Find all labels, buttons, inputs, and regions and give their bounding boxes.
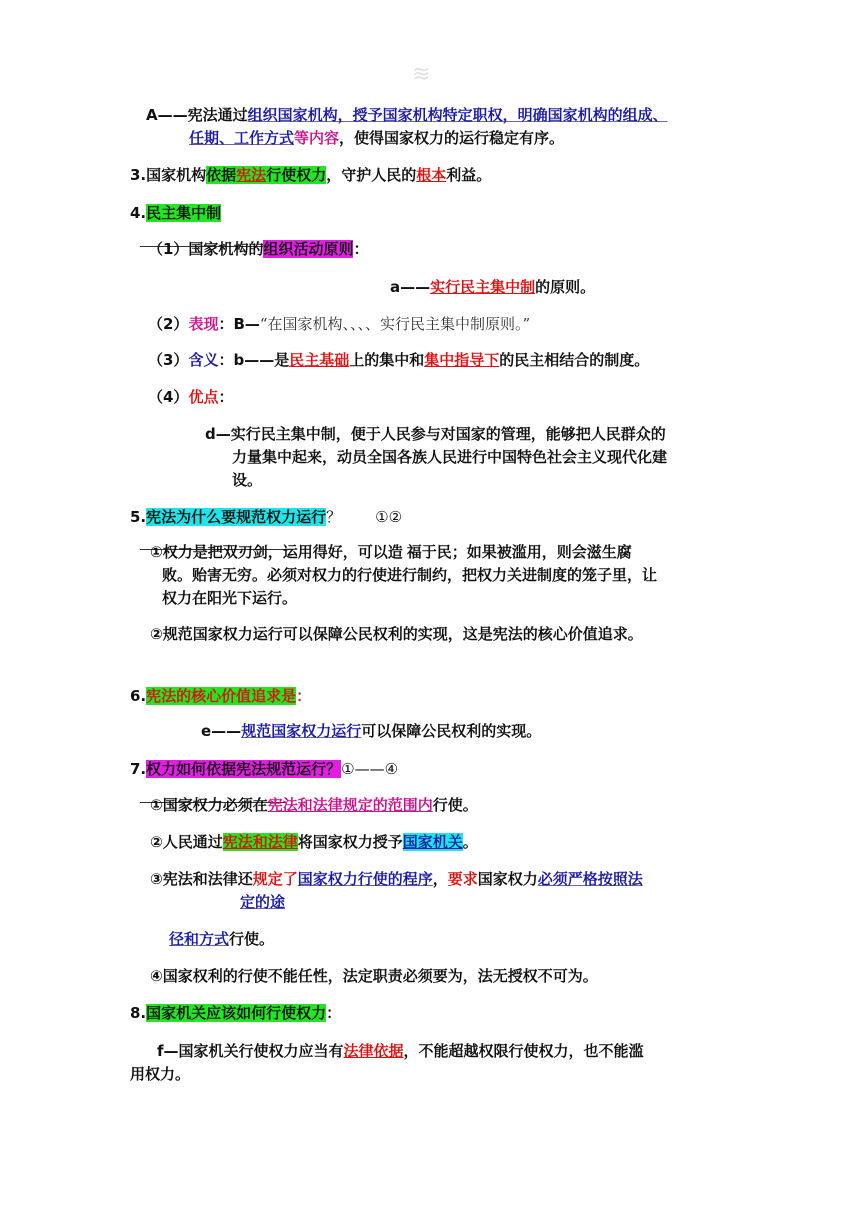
- s6-e: [201, 720, 541, 742]
- para-a-link: 组织国家机构，授予国家机构特定职权，明确国家机构的组成、: [247, 106, 668, 124]
- s5-1-l1c: 福于民；如果被滥用，则会滋生腐: [406, 543, 632, 561]
- s5-1-l1a: ①权力是把双刃剑: [150, 543, 268, 561]
- s5-1-l1b: ，运用得好，可以造: [267, 543, 403, 561]
- s4-2-d: “在国家机构、、、、实行民主集中制原则。”: [259, 315, 531, 333]
- s5-num: 5.: [130, 508, 147, 526]
- s7-3-a: ③宪法和法律还: [150, 870, 253, 888]
- s7-title: 权力如何依据宪法规范运行？: [146, 760, 342, 778]
- s6-e-b: 规范国家权力运行: [241, 722, 362, 740]
- s3-b: 依据: [206, 166, 237, 184]
- para-a-tail: ，使得国家权力的运行稳定有序。: [339, 129, 565, 147]
- s7-4: ④国家权利的行使不能任性，法定职责必须要为，法无授权不可为。: [150, 967, 598, 985]
- s7-num: 7.: [130, 760, 147, 778]
- s7-2-e: 。: [462, 833, 478, 851]
- s7-2: [150, 831, 478, 853]
- s7-1: [150, 794, 478, 816]
- s5-2: ②规范国家权力运行可以保障公民权利的实现，这是宪法的核心价值追求。: [150, 625, 643, 643]
- para-a-line1: [146, 104, 668, 126]
- s7-2-c: 将国家权力授予: [297, 833, 403, 851]
- s8-title: 国家机关应该如何行使权力: [146, 1004, 327, 1022]
- s4-title: 民主集中制: [146, 204, 222, 222]
- s4-2-b: 表现: [188, 315, 219, 333]
- s7-marks: ①——④: [341, 760, 399, 778]
- section-8-heading: [130, 1002, 341, 1024]
- s4-2-a: （2）: [148, 315, 189, 333]
- s4-1-c: ：: [353, 240, 369, 258]
- s4-3-b: 含义: [188, 351, 219, 369]
- s4-2: [148, 313, 530, 335]
- section-7-heading: [130, 758, 398, 780]
- s6-num: 6.: [130, 687, 147, 705]
- s3-c: 宪法: [236, 166, 267, 184]
- s3-d: 行使权力: [266, 166, 327, 184]
- s4-a-c: 的原则。: [535, 278, 596, 296]
- s6-e-a: e——: [201, 722, 242, 740]
- s4-d-line3: 设。: [232, 471, 263, 489]
- s7-3-h: 定的途: [240, 893, 286, 911]
- s4-3-c: ：b——是: [218, 351, 290, 369]
- para-a-lead: A——宪法通过: [146, 106, 248, 124]
- s4-1-a: （1）国家机构的: [148, 240, 264, 258]
- s7-3-j: 行使。: [229, 930, 275, 948]
- para-a-link2: 任期、工作方式: [189, 129, 295, 147]
- s4-d-line2: 力量集中起来，动员全国各族人民进行中国特色社会主义现代化建: [232, 448, 668, 466]
- watermark-mark: ≋: [412, 62, 427, 87]
- s7-3-c: 国家权力行使的程序: [297, 870, 433, 888]
- s4-3: [148, 349, 649, 371]
- section-3: [130, 164, 491, 186]
- s4-3-f: 集中指导下: [424, 351, 500, 369]
- s7-2-d: 国家机关: [402, 833, 463, 851]
- s8-f-line1: [157, 1040, 644, 1062]
- s4-3-a: （3）: [148, 351, 189, 369]
- s4-3-g: 的民主相结合的制度。: [499, 351, 650, 369]
- s4-3-e: 上的集中和: [349, 351, 425, 369]
- s4-d-line1: d—实行民主集中制，便于人民参与对国家的管理，能够把人民群众的: [205, 425, 666, 443]
- s7-2-a: ②人民通过: [150, 833, 223, 851]
- s3-e: ，守护人民的: [326, 166, 417, 184]
- s4-4-c: ：: [218, 388, 234, 406]
- s4-2-c: ：B—: [218, 315, 260, 333]
- s7-3-line2: [240, 891, 285, 913]
- s6-e-c: 可以保障公民权利的实现。: [361, 722, 542, 740]
- s7-1-a: ①国家权力必须在: [150, 796, 268, 814]
- s6-colon: ：: [296, 687, 312, 705]
- s7-3-e: 要求: [447, 870, 478, 888]
- s7-3-g: 必须严格按照法: [537, 870, 643, 888]
- s7-3-f: 国家权力: [477, 870, 538, 888]
- s4-4-a: （4）: [148, 388, 189, 406]
- s5-title: 宪法为什么要规范权力运行: [146, 508, 327, 526]
- s8-f-c: ，不能超越权限行使权力，也不能滥: [403, 1042, 644, 1060]
- s8-f-a: f—国家机关行使权力应当有: [157, 1042, 344, 1060]
- s3-a: 国家机构: [146, 166, 207, 184]
- s7-3-line3: [169, 928, 274, 950]
- s3-f: 根本: [416, 166, 447, 184]
- s8-f-line2: 用权力。: [130, 1065, 191, 1083]
- s4-4-b: 优点: [188, 388, 219, 406]
- s7-1-b: 宪法和法律规定的范围内: [267, 796, 433, 814]
- s7-3-i: 径和方式: [169, 930, 230, 948]
- s8-f-b: 法律依据: [343, 1042, 404, 1060]
- s4-num: 4.: [130, 204, 147, 222]
- s4-1-b: 组织活动原则: [263, 240, 354, 258]
- section-5-heading: [130, 506, 402, 528]
- para-a-mid: 等内容: [294, 129, 340, 147]
- s8-colon: ：: [326, 1004, 342, 1022]
- s4-a: [390, 276, 595, 298]
- s3-g: 利益。: [446, 166, 492, 184]
- s5-1-line2: 败。贻害无穷。必须对权力的行使进行制约，把权力关进制度的笼子里，让: [162, 566, 658, 584]
- s5-1-line1: [150, 541, 632, 563]
- s5-1-line3: 权力在阳光下运行。: [162, 589, 298, 607]
- section-6-heading: [130, 685, 311, 707]
- section-4-heading: [130, 202, 221, 224]
- s8-num: 8.: [130, 1004, 147, 1022]
- s3-num: 3.: [130, 166, 147, 184]
- s6-title: 宪法的核心价值追求是: [146, 687, 297, 705]
- s4-4: [148, 386, 233, 408]
- s4-a-a: a——: [390, 278, 431, 296]
- s7-2-b: 宪法和法律: [222, 833, 298, 851]
- s5-q: ？: [326, 508, 342, 526]
- s7-3-b: 规定了: [252, 870, 298, 888]
- s7-1-c: 行使。: [432, 796, 478, 814]
- s4-a-b: 实行民主集中制: [430, 278, 536, 296]
- s4-3-d: 民主基础: [289, 351, 350, 369]
- s7-3-line1: [150, 868, 643, 890]
- s5-marks: ①②: [375, 508, 403, 526]
- s4-1: [148, 238, 368, 260]
- s7-3-d: ，: [432, 870, 448, 888]
- para-a-line2: [189, 127, 564, 149]
